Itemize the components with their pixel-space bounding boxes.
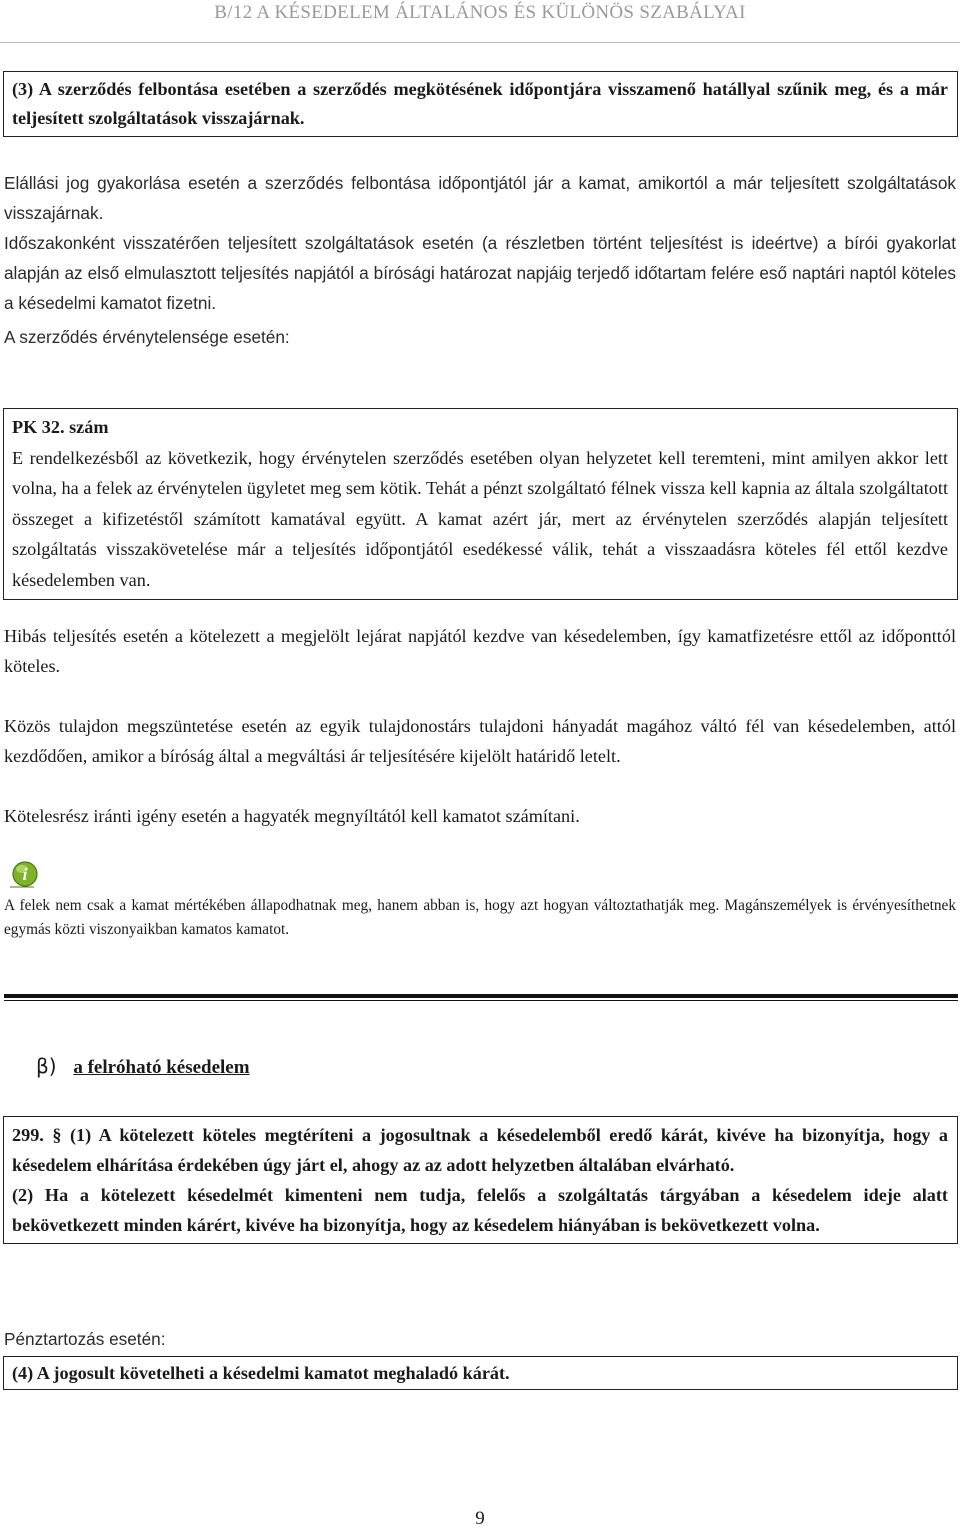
pk-32-title: PK 32. szám (12, 417, 109, 437)
provision-box-4 (3, 1356, 958, 1390)
info-note: A felek nem csak a kamat mértékében állapodhatnak meg, hanem abban is, hogy azt hogyan változtathatják meg. Magánszemélyek is érvényesíthetnek egymás közti viszonyaikban kamatos kamatot. (4, 897, 956, 938)
paragraph-kotelesresz: Kötelesrész iránti igény esetén a hagyaték megnyíltától kell kamatot számítani. (4, 806, 580, 826)
section-heading-beta (36, 1054, 250, 1079)
header-divider (0, 42, 960, 43)
info-icon (10, 859, 40, 889)
paragraph-ervenytelenseg: A szerződés érvénytelensége esetén: (4, 327, 290, 347)
paragraph-elallasi-jog: Elállási jog gyakorlása esetén a szerződés felbontása időpontjától jár a kamat, amikortól a már teljesített szolgáltatások visszajárnak. (4, 173, 956, 223)
page-number: 9 (475, 1508, 485, 1529)
section-marker: β) (36, 1054, 57, 1078)
section-divider-thick (4, 994, 958, 998)
provision-3-text: (3) A szerződés felbontása esetében a szerződés megkötésének időpontjára visszamenő hatállyal szűnik meg, és a már teljesített szolgáltatások visszajárnak. (12, 79, 948, 128)
paragraph-idoszakonkent: Időszakonként visszatérően teljesített szolgáltatások esetén (a részletben történt teljesítést is ideértve) a bírói gyakorlat alapján az első elmulasztott teljesítés napjától a bírósági határozat napjáig terjedő időtartam felére eső naptári naptól köteles a késedelmi kamatot fizetni. (4, 233, 956, 313)
pk-32-box (3, 408, 958, 600)
provision-box-3 (3, 71, 958, 137)
paragraph-penztartozas: Pénztartozás esetén: (4, 1329, 166, 1349)
running-header: B/12 A KÉSEDELEM ÁLTALÁNOS ÉS KÜLÖNÖS SZABÁLYAI (214, 2, 746, 23)
paragraph-kozos-tulajdon: Közös tulajdon megszüntetése esetén az egyik tulajdonostárs tulajdoni hányadát magához váltó fél van késedelemben, attól kezdődően, amikor a bíróság által a megváltási ár teljesítésére kijelölt határidő letelt. (4, 716, 956, 766)
provision-299-paragraph-1: 299. § (1) A kötelezett köteles megtéríteni a jogosultnak a késedelemből eredő kárát, kivéve ha bizonyítja, hogy a késedelem elhárítása érdekében úgy járt el, ahogy az az adott helyzetben általában elvárható. (12, 1125, 948, 1175)
provision-299-paragraph-2: (2) Ha a kötelezett késedelmét kimenteni nem tudja, felelős a szolgáltatás tárgyában a késedelem ideje alatt bekövetkezett minden kárért, kivéve ha bizonyítja, hogy az késedelem hiányában is bekövetkezett volna. (12, 1185, 948, 1235)
provision-box-299 (3, 1116, 958, 1244)
info-icon-letter: i (22, 865, 28, 884)
section-title: a felróható késedelem (73, 1057, 250, 1078)
section-divider-thin (4, 1000, 958, 1001)
provision-4-text: (4) A jogosult követelheti a késedelmi kamatot meghaladó kárát. (12, 1363, 510, 1383)
paragraph-hibas-teljesites: Hibás teljesítés esetén a kötelezett a megjelölt lejárat napjától kezdve van késedelemben, így kamatfizetésre ettől az időponttól köteles. (4, 626, 956, 676)
pk-32-text: E rendelkezésből az következik, hogy érvénytelen szerződés esetében olyan helyzetet kell teremteni, mint amilyen akkor lett volna, ha a felek az érvénytelen ügyletet meg sem kötik. Tehát a pénzt szolgáltató félnek vissza kell kapnia az általa szolgáltatott összeget a kifizetéstől számított kamatával együtt. A kamat azért jár, mert az érvénytelen szerződés alapján teljesített szolgáltatás visszakövetelése már a teljesítés időpontjától esedékessé válik, tehát a visszaadásra köteles fél ettől kezdve késedelemben van. (12, 447, 948, 590)
